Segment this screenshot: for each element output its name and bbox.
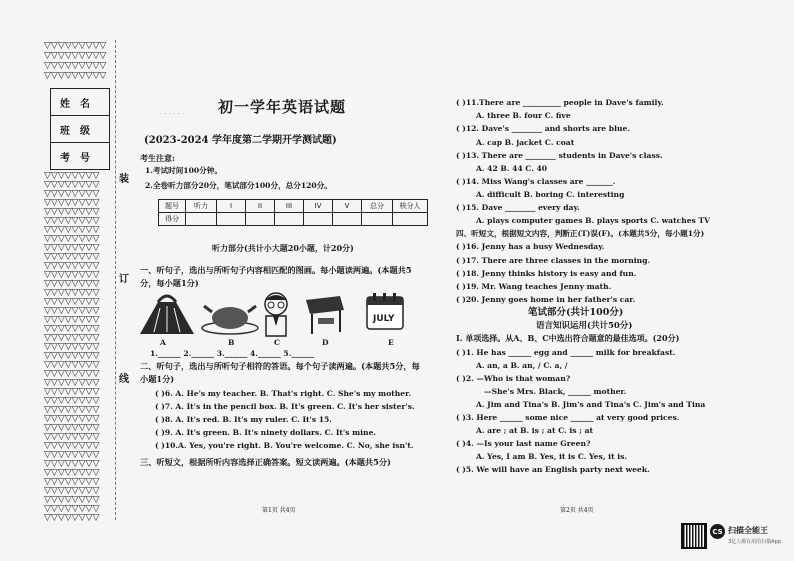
score-header-cell: III — [275, 200, 304, 213]
right-page-footer: 第2页 共4页 — [560, 507, 594, 514]
score-table-header — [159, 200, 428, 213]
name-label: 姓名 — [51, 89, 109, 116]
triangle-border-row: ▽▽▽▽▽▽▽▽ — [44, 432, 100, 442]
triangle-border-row: ▽▽▽▽▽▽▽▽ — [44, 405, 100, 415]
triangle-border-row: ▽▽▽▽▽▽▽▽ — [44, 189, 100, 199]
part1-answer-blanks: 1.______ 2.______ 3.______ 4.______ 5.______ — [150, 349, 315, 358]
score-header-cell: 听力 — [186, 200, 217, 213]
score-cell — [217, 213, 246, 226]
score-row-label: 得分 — [159, 213, 186, 226]
written-question-5: ( )5. We will have an English party next week. — [456, 465, 650, 474]
picture-option-label: D — [322, 338, 329, 347]
question-17: ( )17. There are three classes in the morning. — [456, 256, 651, 265]
question-11: ( )11.There are __________ people in Dave's family. — [456, 98, 664, 107]
triangle-border-top-4: ▽▽▽▽▽▽▽▽▽ — [44, 71, 107, 81]
question-19: ( )19. Mr. Wang teaches Jenny math. — [456, 282, 612, 291]
triangle-border-row: ▽▽▽▽▽▽▽▽ — [44, 261, 100, 271]
volcano-picture — [136, 292, 198, 336]
question-13-options: A. 42 B. 44 C. 40 — [476, 164, 548, 173]
triangle-border-top-3: ▽▽▽▽▽▽▽▽▽ — [44, 61, 107, 71]
boy-with-glasses-picture — [258, 290, 294, 338]
triangle-border-row: ▽▽▽▽▽▽▽▽ — [44, 342, 100, 352]
triangle-border-row: ▽▽▽▽▽▽▽▽ — [44, 351, 100, 361]
language-section-heading: 语言知识运用(共计50分) — [536, 321, 633, 331]
question-9: ( )9. A. It's green. B. It's ninety dollars. C. It's mine. — [155, 428, 377, 437]
class-label: 班级 — [51, 116, 109, 143]
svg-text:JULY: JULY — [373, 314, 395, 324]
score-header-cell: I — [217, 200, 246, 213]
triangle-border-row: ▽▽▽▽▽▽▽▽ — [44, 477, 100, 487]
triangle-border-row: ▽▽▽▽▽▽▽▽ — [44, 180, 100, 190]
roast-turkey-picture — [200, 300, 260, 336]
triangle-border-row: ▽▽▽▽▽▽▽▽ — [44, 450, 100, 460]
section-1-heading: I. 单项选择。从A、B、C中选出符合题意的最佳选项。(20分) — [456, 333, 680, 343]
triangle-border-row: ▽▽▽▽▽▽▽▽ — [44, 387, 100, 397]
question-10: ( )10.A. Yes, you're right. B. You're welcome. C. No, she isn't. — [155, 441, 414, 450]
score-header-cell: V — [333, 200, 362, 213]
triangle-border-row: ▽▽▽▽▽▽▽▽ — [44, 279, 100, 289]
written-question-1: ( )1. He has ______ egg and ______ milk for breakfast. — [456, 348, 676, 357]
written-question-2-reply: —She's Mrs. Black, ______ mother. — [484, 387, 627, 396]
scanner-tagline: 3亿人都在用的扫描App — [728, 539, 781, 545]
picture-option-label: B — [228, 338, 235, 347]
picture-option-label: A — [160, 338, 166, 347]
score-header-cell: 总分 — [362, 200, 393, 213]
question-15: ( )15. Dave ________ every day. — [456, 203, 580, 212]
written-question-2-options: A. Jim and Tina's B. Jim's and Tina's C. Jim's and Tina — [476, 400, 706, 409]
triangle-border-row: ▽▽▽▽▽▽▽▽ — [44, 288, 100, 298]
triangle-border-row: ▽▽▽▽▽▽▽▽ — [44, 297, 100, 307]
part3-line1: 三、听短文，根据所听内容选择正确答案。短文读两遍。(本题共5分) — [140, 457, 391, 467]
listening-heading: 听力部分(共计小大题20小题，计20分) — [212, 243, 354, 253]
camscanner-logo-icon: CS — [710, 524, 725, 539]
written-question-3: ( )3. Here ______ some nice ______ at very good prices. — [456, 413, 680, 422]
number-label: 考号 — [60, 152, 100, 164]
triangle-border-row: ▽▽▽▽▽▽▽▽ — [44, 207, 100, 217]
question-16: ( )16. Jenny has a busy Wednesday. — [456, 242, 605, 251]
written-question-3-options: A. are ; at B. is ; at C. is ; at — [476, 426, 593, 435]
score-cell — [333, 213, 362, 226]
triangle-border-top: ▽▽▽▽▽▽▽▽▽ — [44, 41, 107, 51]
triangle-border-row: ▽▽▽▽▽▽▽▽ — [44, 441, 100, 451]
triangle-border-row: ▽▽▽▽▽▽▽▽ — [44, 369, 100, 379]
question-14-options: A. difficult B. boring C. interesting — [476, 190, 625, 199]
question-12-options: A. cap B. jacket C. coat — [476, 138, 575, 147]
score-cell — [246, 213, 275, 226]
triangle-border-top-2: ▽▽▽▽▽▽▽▽▽ — [44, 51, 107, 61]
student-info-box — [50, 88, 110, 170]
part4-heading: 四、听短文，根据短文内容，判断正(T)误(F)。(本题共5分，每小题1分) — [456, 229, 705, 238]
school-desk-picture — [300, 292, 348, 336]
triangle-border-row: ▽▽▽▽▽▽▽▽ — [44, 396, 100, 406]
left-page-footer: 第1页 共4页 — [262, 507, 296, 514]
question-8: ( )8. A. It's red. B. It's my ruler. C. It's 15. — [155, 415, 332, 424]
question-13: ( )13. There are ________ students in Dave's class. — [456, 151, 663, 160]
triangle-border-row: ▽▽▽▽▽▽▽▽ — [44, 270, 100, 280]
triangle-border-row: ▽▽▽▽▽▽▽▽ — [44, 459, 100, 469]
triangle-border-row: ▽▽▽▽▽▽▽▽ — [44, 315, 100, 325]
written-question-2: ( )2. —Who is that woman? — [456, 374, 571, 383]
triangle-border-row: ▽▽▽▽▽▽▽▽ — [44, 333, 100, 343]
fold-char-3: 线 — [119, 374, 129, 385]
triangle-border-row: ▽▽▽▽▽▽▽▽ — [44, 378, 100, 388]
part1-line1: 一、听句子，选出与所听句子内容相匹配的图画。每小题读两遍。(本题共5 — [140, 265, 412, 275]
exam-title: 初一学年英语试题 — [218, 98, 347, 116]
written-question-4: ( )4. —Is your last name Green? — [456, 439, 591, 448]
part2-line1: 二、听句子，选出与所听句子相符的答语。每个句子读两遍。(本题共5分，每 — [140, 361, 420, 371]
triangle-border-row: ▽▽▽▽▽▽▽▽ — [44, 495, 100, 505]
triangle-border-row: ▽▽▽▽▽▽▽▽ — [44, 486, 100, 496]
fold-line — [115, 40, 117, 520]
score-header-cell: 题号 — [159, 200, 186, 213]
calendar-july-picture — [364, 291, 406, 331]
triangle-border-row: ▽▽▽▽▽▽▽▽ — [44, 171, 100, 181]
fold-char-1: 装 — [119, 174, 129, 185]
score-cell — [393, 213, 428, 226]
triangle-border-row: ▽▽▽▽▽▽▽▽ — [44, 234, 100, 244]
part2-line2: 小题1分) — [140, 374, 175, 384]
question-20: ( )20. Jenny goes home in her father's car. — [456, 295, 636, 304]
notice-heading: 考生注意: — [140, 153, 175, 163]
qr-code-icon — [681, 523, 707, 549]
scanner-brand: 扫描全能王 — [728, 526, 768, 535]
triangle-border-row: ▽▽▽▽▽▽▽▽ — [44, 306, 100, 316]
part1-line2: 分，每小题1分) — [140, 278, 199, 288]
score-cell — [304, 213, 333, 226]
triangle-border-row: ▽▽▽▽▽▽▽▽ — [44, 324, 100, 334]
written-question-1-options: A. an, a B. an, / C. a, / — [476, 361, 568, 370]
triangle-border-row: ▽▽▽▽▽▽▽▽ — [44, 360, 100, 370]
notice-line1: 1.考试时间100分钟。 — [145, 166, 222, 175]
triangle-border-row: ▽▽▽▽▽▽▽▽ — [44, 225, 100, 235]
question-14: ( )14. Miss Wang's classes are _______. — [456, 177, 616, 186]
triangle-border-row: ▽▽▽▽▽▽▽▽ — [44, 216, 100, 226]
written-question-4-options: A. Yes, I am B. Yes, it is C. Yes, it is. — [476, 452, 628, 461]
score-cell — [275, 213, 304, 226]
triangle-border-row: ▽▽▽▽▽▽▽▽ — [44, 252, 100, 262]
question-11-options: A. three B. four C. five — [476, 111, 571, 120]
question-15-options: A. plays computer games B. plays sports C. watches TV — [476, 216, 711, 225]
score-header-cell: IV — [304, 200, 333, 213]
triangle-border-row: ▽▽▽▽▽▽▽▽ — [44, 198, 100, 208]
score-table — [158, 199, 428, 226]
triangle-border-row: ▽▽▽▽▽▽▽▽ — [44, 504, 100, 514]
triangle-border-row: ▽▽▽▽▽▽▽▽ — [44, 468, 100, 478]
question-6: ( )6. A. He's my teacher. B. That's right. C. She's my mother. — [155, 389, 412, 398]
exam-subtitle: (2023-2024 学年度第二学期开学测试题) — [144, 135, 337, 146]
question-18: ( )18. Jenny thinks history is easy and fun. — [456, 269, 637, 278]
triangle-border-row: ▽▽▽▽▽▽▽▽ — [44, 414, 100, 424]
triangle-border-row: ▽▽▽▽▽▽▽▽ — [44, 513, 100, 523]
question-12: ( )12. Dave's ________ and shorts are blue. — [456, 124, 630, 133]
score-header-cell: II — [246, 200, 275, 213]
picture-option-label: E — [388, 338, 394, 347]
fold-char-2: 订 — [119, 274, 129, 285]
score-header-cell: 核分人 — [393, 200, 428, 213]
triangle-border-row: ▽▽▽▽▽▽▽▽ — [44, 423, 100, 433]
score-cell — [362, 213, 393, 226]
question-7: ( )7. A. It's in the pencil box. B. It's green. C. It's her sister's. — [155, 402, 415, 411]
written-section-heading: 笔试部分(共计100分) — [528, 307, 624, 318]
triangle-border-row: ▽▽▽▽▽▽▽▽ — [44, 243, 100, 253]
score-cell — [186, 213, 217, 226]
score-table-row — [159, 213, 428, 226]
bleed-through-text: · · · · · · — [160, 110, 185, 118]
notice-line2: 2.全卷听力部分20分，笔试部分100分，总分120分。 — [145, 181, 332, 190]
picture-option-label: C — [274, 338, 281, 347]
